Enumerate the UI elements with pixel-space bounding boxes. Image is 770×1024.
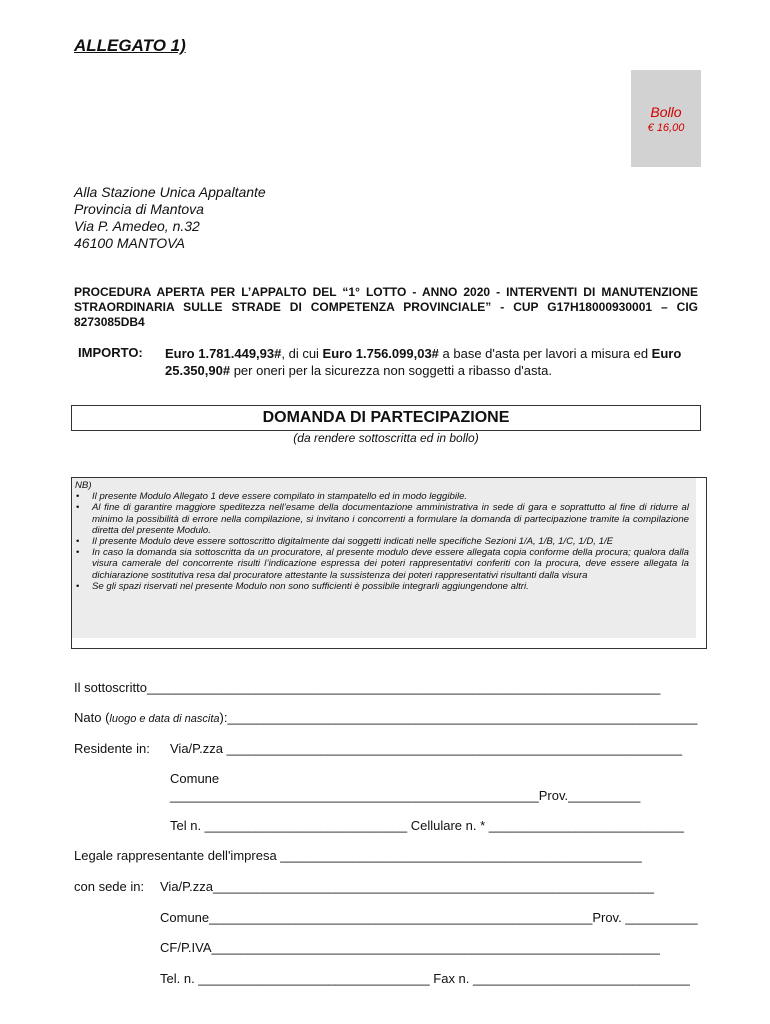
nb-notes-background bbox=[72, 478, 696, 638]
bollo-label: Bollo bbox=[650, 104, 682, 120]
legale-rappresentante-field[interactable]: Legale rappresentante dell'impresa __________________________________________________ bbox=[74, 848, 642, 863]
residente-comune-field[interactable]: ___________________________________________________Prov.__________ bbox=[170, 788, 641, 803]
importo-text-1: , di cui bbox=[281, 346, 323, 361]
nb-notes-box bbox=[71, 477, 707, 649]
nato-field[interactable] bbox=[74, 710, 697, 725]
nb-label: NB) bbox=[75, 480, 92, 491]
importo-label: IMPORTO: bbox=[78, 345, 143, 360]
nb-item: • Se gli spazi riservati nel presente Modulo non sono sufficienti è possibile integrarli aggiungendone altri. bbox=[75, 581, 689, 592]
domanda-title-box bbox=[71, 405, 701, 431]
recipient-line-1: Alla Stazione Unica Appaltante bbox=[74, 184, 266, 200]
nato-label-a: Nato ( bbox=[74, 710, 110, 725]
importo-text-2: a base d'asta per lavori a misura ed bbox=[438, 346, 652, 361]
nb-notes-content bbox=[75, 480, 689, 592]
tel-fax-field[interactable]: Tel. n. ________________________________ Fax n. ______________________________ bbox=[160, 971, 690, 986]
importo-text bbox=[165, 345, 705, 379]
nato-line: ):_________________________________________________________________ bbox=[219, 710, 698, 725]
nb-list bbox=[75, 491, 689, 592]
tel-cellulare-field[interactable]: Tel n. ____________________________ Cellulare n. * ___________________________ bbox=[170, 818, 684, 833]
nb-item: • In caso la domanda sia sottoscritta da un procuratore, al presente modulo deve essere allegata copia conforme della procura; qualora dalla visura camerale del concorrente risulti l’indicazione espressa dei poteri rappresentativi conferiti con la procura, deve essere allegata la dichiarazione sostitutiva resa dal procuratore attestante la sussistenza dei poteri rappresentativi risultanti dalla visura bbox=[75, 547, 689, 581]
residente-via-field[interactable]: Via/P.zza _______________________________________________________________ bbox=[170, 741, 683, 756]
importo-amount-total: Euro 1.781.449,93# bbox=[165, 346, 282, 361]
residente-label: Residente in: bbox=[74, 741, 150, 756]
domanda-subtitle: (da rendere sottoscritta ed in bollo) bbox=[293, 431, 479, 445]
bollo-amount: € 16,00 bbox=[647, 122, 685, 134]
procedure-heading: PROCEDURA APERTA PER L’APPALTO DEL “1° LOTTO - ANNO 2020 - INTERVENTI DI MANUTENZIONE STRAORDINARIA SULLE STRADE DI COMPETENZA PROVINCIALE” - CUP G17H18000930001 – CIG 8273085DB4 bbox=[74, 285, 698, 329]
sottoscritto-field[interactable]: Il sottoscritto_______________________________________________________________________ bbox=[74, 680, 661, 695]
nb-item: • Il presente Modulo Allegato 1 deve essere compilato in stampatello ed in modo leggibile. bbox=[75, 491, 689, 502]
importo-amount-base: Euro 1.756.099,03# bbox=[322, 346, 439, 361]
document-title: ALLEGATO 1) bbox=[74, 36, 186, 55]
nb-item: • Il presente Modulo deve essere sottoscritto digitalmente dai soggetti indicati nelle specifiche Sezioni 1/A, 1/B, 1/C, 1/D, 1/E bbox=[75, 536, 689, 547]
importo-amount-safety: Euro 25.350,90# bbox=[165, 346, 682, 378]
importo-text-3: per oneri per la sicurezza non soggetti a ribasso d'asta. bbox=[230, 363, 552, 378]
residente-comune-label: Comune bbox=[170, 771, 220, 786]
domanda-title: DOMANDA DI PARTECIPAZIONE bbox=[262, 409, 510, 426]
recipient-line-2: Provincia di Mantova bbox=[74, 201, 204, 217]
sede-comune-field[interactable]: Comune_____________________________________________________Prov. __________ bbox=[160, 910, 698, 925]
nb-item: • Al fine di garantire maggiore speditezza nell’esame della documentazione amministrativa in sede di gara e soprattutto al fine di ridurre al minimo la possibilità di errore nella compilazione, si invitano i concorrenti a formulare la domanda di partecipazione tramite la compilazione diretta del presente Modulo. bbox=[75, 502, 689, 536]
bollo-stamp-box bbox=[631, 70, 701, 167]
nato-label-hint: luogo e data di nascita bbox=[109, 713, 220, 725]
cf-piva-field[interactable]: CF/P.IVA______________________________________________________________ bbox=[160, 940, 660, 955]
sede-via-field[interactable]: Via/P.zza_____________________________________________________________ bbox=[160, 879, 655, 894]
recipient-line-4: 46100 MANTOVA bbox=[74, 235, 186, 251]
sede-label: con sede in: bbox=[74, 879, 145, 894]
recipient-address bbox=[74, 184, 266, 252]
recipient-line-3: Via P. Amedeo, n.32 bbox=[74, 218, 200, 234]
